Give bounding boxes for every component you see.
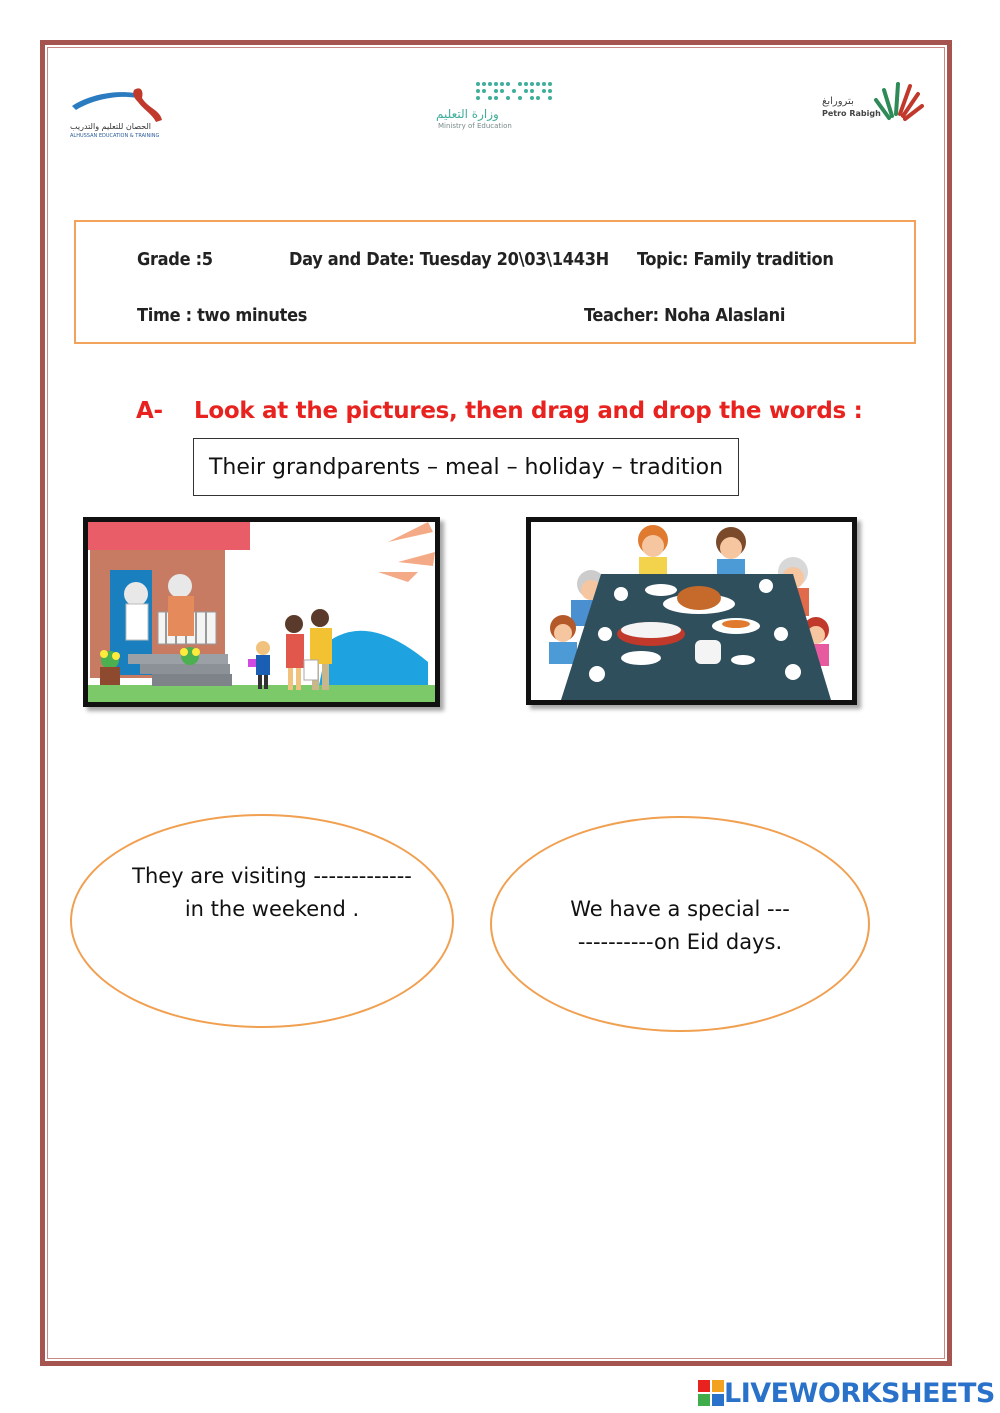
alhussan-english: ALHUSSAN EDUCATION & TRAINING <box>70 133 160 139</box>
family-dinner-illustration <box>531 522 852 700</box>
petro-rabigh-english: Petro Rabigh <box>822 109 881 118</box>
family-visiting-grandparents-image <box>83 517 440 707</box>
ministry-english: Ministry of Education <box>438 122 512 130</box>
liveworksheets-brand-text: LIVEWORKSHEETS <box>724 1377 995 1409</box>
time-label: Time : two minutes <box>137 305 308 326</box>
sentence-left-line2: in the weekend . <box>184 897 360 921</box>
alhussan-arabic: الحصان للتعليم والتدريب <box>70 122 151 131</box>
petro-rabigh-arabic: بترورابغ <box>822 96 854 107</box>
topic-label: Topic: Family tradition <box>637 249 834 270</box>
instruction-number: A- <box>136 398 163 424</box>
instruction-heading <box>136 398 863 424</box>
family-meal-image <box>526 517 857 705</box>
petro-rabigh-logo <box>818 76 928 126</box>
sentence-right-line1: We have a special --- <box>570 897 790 921</box>
day-date-label: Day and Date: Tuesday 20\03\1443H <box>289 249 609 270</box>
ministry-of-education-logo <box>432 78 562 136</box>
sentence-right-line2: ----------on Eid days. <box>577 930 783 954</box>
word-bank[interactable]: Their grandparents – meal – holiday – tradition <box>193 438 739 496</box>
liveworksheets-brand <box>698 1376 995 1410</box>
ministry-dots-icon <box>432 78 562 106</box>
liveworksheets-logo-icon <box>698 1380 724 1406</box>
sentence-left-line1: They are visiting ------------- <box>132 864 412 888</box>
alhussan-logo <box>68 84 178 144</box>
grandparents-house-illustration <box>88 522 435 702</box>
teacher-label: Teacher: Noha Alaslani <box>584 305 786 326</box>
instruction-text: Look at the pictures, then drag and drop the words : <box>194 398 863 424</box>
ministry-arabic: وزارة التعليم <box>436 107 499 121</box>
grade-label: Grade :5 <box>137 249 213 270</box>
